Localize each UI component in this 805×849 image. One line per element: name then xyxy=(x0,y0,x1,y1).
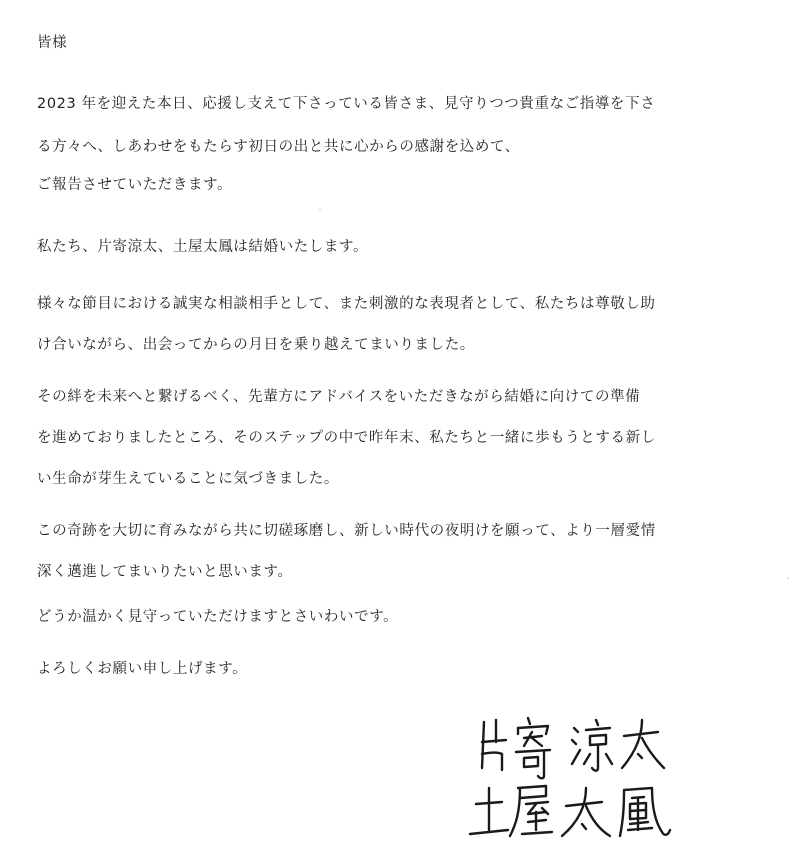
letter-greeting: 皆様 xyxy=(37,35,68,51)
letter-line-6: け合いながら、出会ってからの月日を乗り越えてまいりました。 xyxy=(37,337,475,353)
signature-char-3 xyxy=(572,720,612,771)
signature-char-1 xyxy=(482,720,506,770)
letter-line-11: 深く邁進してまいりたいと思います。 xyxy=(37,564,293,580)
letter-line-12: どうか温かく見守っていただけますとさいわいです。 xyxy=(37,609,399,625)
paper-speck xyxy=(319,209,321,211)
letter-line-8: を進めておりましたところ、そのステップの中で昨年末、私たちと一緒に歩もうとする新し xyxy=(37,430,656,446)
letter-line-3: ご報告させていただきます。 xyxy=(37,177,233,193)
letter-line-9: い生命が芽生えていることに気づきました。 xyxy=(37,471,339,487)
letter-line-4: 私たち、片寄涼太、土屋太鳳は結婚いたします。 xyxy=(37,239,369,255)
signature-char-8 xyxy=(620,788,670,836)
signature-char-2 xyxy=(516,718,550,778)
letter-line-2: る方々へ、しあわせをもたらす初日の出と共に心からの感謝を込めて、 xyxy=(37,139,520,155)
letter-line-7: その絆を未来へと繋げるべく、先輩方にアドバイスをいただきながら結婚に向けての準備 xyxy=(37,389,641,405)
signature-char-7 xyxy=(562,788,610,836)
signature-char-6 xyxy=(510,786,552,836)
signature-char-4 xyxy=(622,720,664,768)
signature-char-5 xyxy=(470,788,508,834)
letter-line-1: 2023 年を迎えた本日、応援し支えて下さっている皆さま、見守りつつ貴重なご指導を下さ xyxy=(37,96,656,112)
letter-line-13: よろしくお願い申し上げます。 xyxy=(37,661,248,677)
handwritten-signature xyxy=(462,712,682,842)
letter-line-5: 様々な節目における誠実な相談相手として、また刺激的な表現者として、私たちは尊敬し助 xyxy=(37,296,656,312)
letter-line-10: この奇跡を大切に育みながら共に切磋琢磨し、新しい時代の夜明けを願って、より一層愛情 xyxy=(37,523,656,539)
paper-speck xyxy=(787,577,789,579)
